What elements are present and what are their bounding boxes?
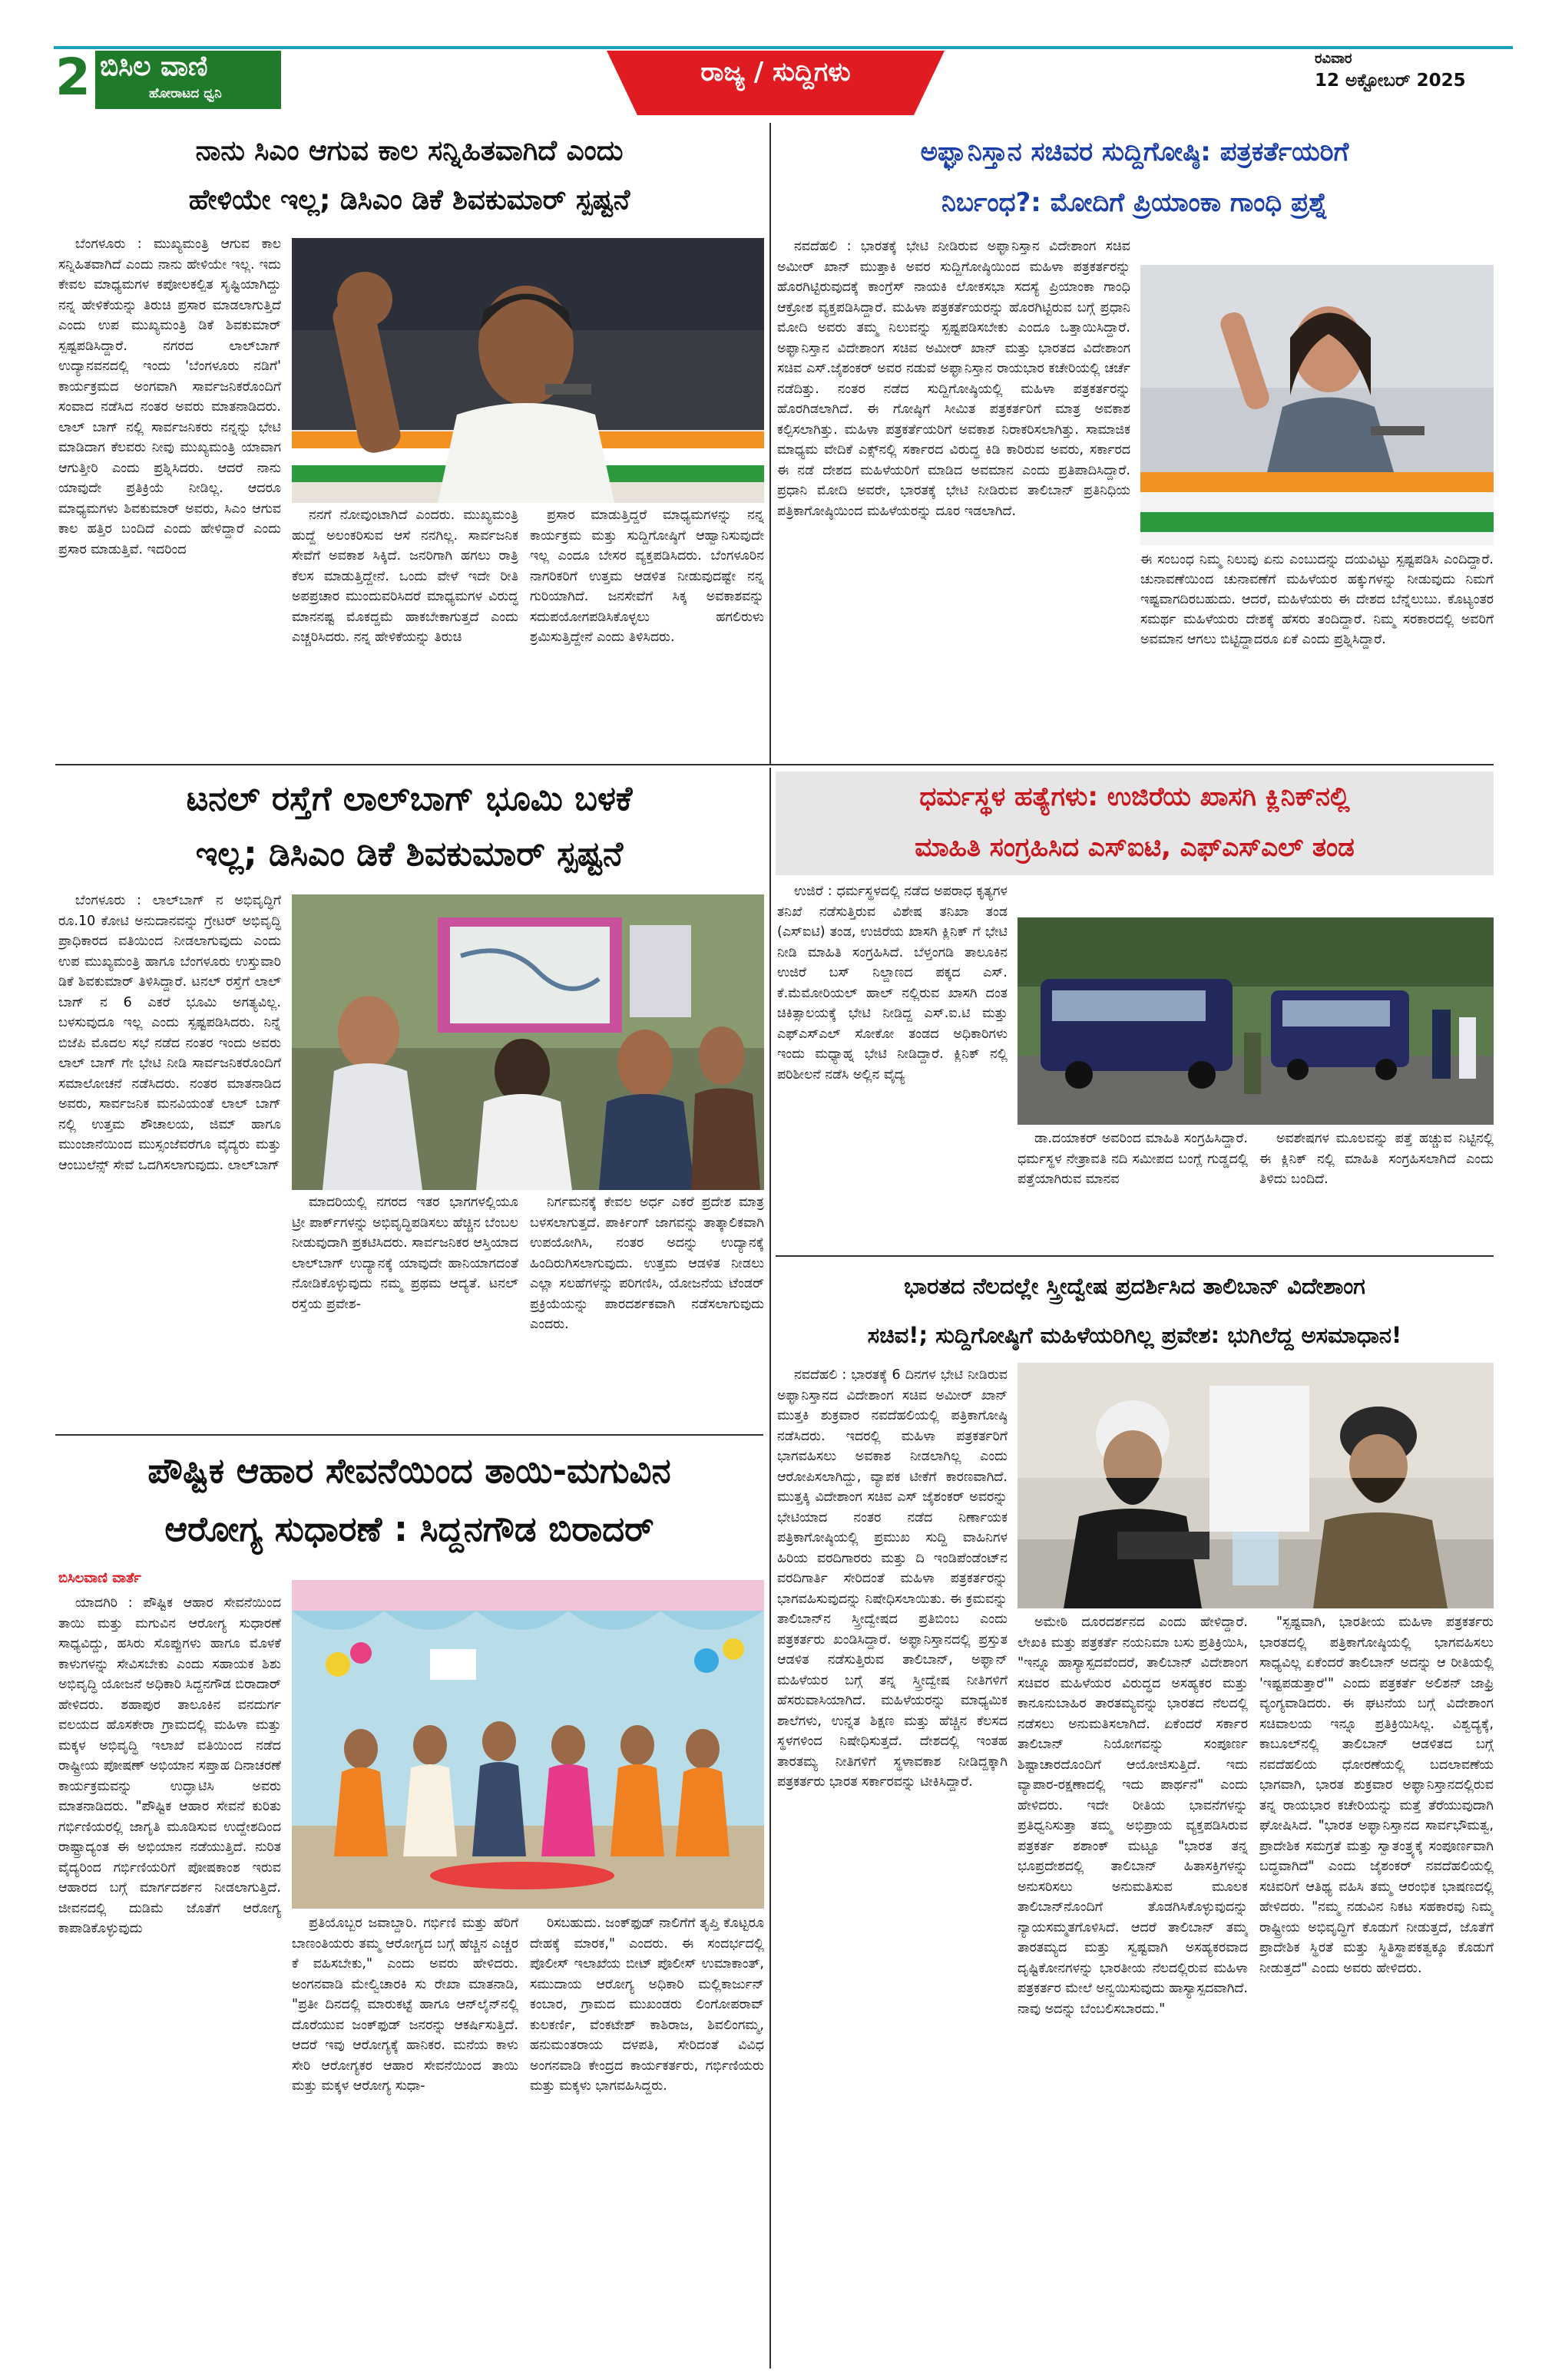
photo-lalbagh-map-inspection [292,894,764,1190]
masthead [0,0,1542,115]
headline-line: ಸಚಿವ!; ಸುದ್ದಿಗೋಷ್ಠಿಗೆ ಮಹಿಳೆಯರಿಗಿಲ್ಲ ಪ್ರವೇಶ: ಭುಗಿಲೆದ್ದ ಅಸಮಾಧಾನ! [867,1322,1402,1348]
photo-illustration [292,1580,764,1909]
article-3-col-3 [530,1192,764,1428]
photo-poshan-abhiyan-event [292,1580,764,1909]
article-text: ಡಾ.ದಯಾಕರ್ ಅವರಿಂದ ಮಾಹಿತಿ ಸಂಗ್ರಹಿಸಿದ್ದಾರೆ. ಧರ್ಮಸ್ಥಳ ನೇತ್ರಾವತಿ ನದಿ ಸಮೀಪದ ಬಂಗ್ಲೆ ಗುಡ್ಡದಲ್ಲಿ ಪತ್ತೆಯಾಗಿರುವ ಮಾನವ [1018,1131,1248,1187]
article-text: ನವದೆಹಲಿ : ಭಾರತಕ್ಕೆ 6 ದಿನಗಳ ಭೇಟಿ ನೀಡಿರುವ ಅಫ್ಘಾನಿಸ್ತಾನದ ವಿದೇಶಾಂಗ ಸಚಿವ ಅಮೀರ್ ಖಾನ್ ಮುತ್ತಕಿ ಶುಕ್ರವಾರ ನವದೆಹಲಿಯಲ್ಲಿ ಪತ್ರಿಕಾಗೋಷ್ಠಿ ನಡೆಸಿದರು. ಇದರಲ್ಲಿ ಮಹಿಳಾ ಪತ್ರಕರ್ತರಿಗೆ ಭಾಗವಹಿಸಲು ಅವಕಾಶ ನೀಡಲಾಗಿಲ್ಲ ಎಂದು ಆರೋಪಿಸಲಾಗಿದ್ದು, ವ್ಯಾಪಕ ಟೀಕೆಗೆ ಕಾರಣವಾಗಿದೆ. ಮುತ್ತಕ್ಕಿ ವಿದೇಶಾಂಗ ಸಚಿವ ಎಸ್ ಜೈಶಂಕರ್ ಅವರನ್ನು ಭೇಟಿಯಾದ ನಂತರ ನಡೆದ ನಿರ್ಣಾಯಕ ಪತ್ರಿಕಾಗೋಷ್ಠಿಯಲ್ಲಿ ಪ್ರಮುಖ ಸುದ್ದಿ ವಾಹಿನಿಗಳ ಹಿರಿಯ ವರದಿಗಾರರು ಮತ್ತು ದಿ ಇಂಡಿಪೆಂಡೆಂಟ್‌ನ ವರದಿಗಾರ್ತಿ ಸೇರಿದಂತೆ ಮಹಿಳಾ ಪತ್ರಕರ್ತರನ್ನು ಭಾಗವಹಿಸುವುದನ್ನು ನಿಷೇಧಿಸಲಾಯಿತು. ಈ ಕ್ರಮವನ್ನು ತಾಲಿಬಾನ್‌ನ ಸ್ತ್ರೀದ್ವೇಷದ ಪ್ರತಿಬಿಂಬ ಎಂದು ಪತ್ರಕರ್ತರು ಖಂಡಿಸಿದ್ದಾರೆ. ಅಫ್ಘಾನಿಸ್ತಾನದಲ್ಲಿ ಪ್ರಸ್ತುತ ಆಡಳಿತ ನಡೆಸುತ್ತಿರುವ ತಾಲಿಬಾನ್, ಅಫ್ಘಾನ್ ಮಹಿಳೆಯರ ಬಗ್ಗೆ ತನ್ನ ಸ್ತ್ರೀದ್ವೇಷ ನೀತಿಗಳಿಗೆ ಹೆಸರುವಾಸಿಯಾಗಿದೆ. ಮಹಿಳೆಯರನ್ನು ಮಾಧ್ಯಮಿಕ ಶಾಲೆಗಳು, ಉನ್ನತ ಶಿಕ್ಷಣ ಮತ್ತು ಹೆಚ್ಚಿನ ಕೆಲಸದ ಸ್ಥಳಗಳಿಂದ ನಿಷೇಧಿಸುತ್ತದೆ. ದೇಶದಲ್ಲಿ ಇಂತಹ ತಾರತಮ್ಯ ನೀತಿಗಳಿಗೆ ಸ್ಥಳಾವಕಾಶ ನೀಡಿದ್ದಕ್ಕಾಗಿ ಪತ್ರಕರ್ತರು ಭಾರತ ಸರ್ಕಾರವನ್ನು ಟೀಕಿಸಿದ್ದಾರೆ. [777,1367,1008,1790]
issue-date: 12 ಅಕ್ಟೋಬರ್ 2025 [1315,71,1466,91]
photo-dk-shivakumar-speech [292,238,764,503]
article-text: "ಸ್ಪಷ್ಟವಾಗಿ, ಭಾರತೀಯ ಮಹಿಳಾ ಪತ್ರಕರ್ತರು ಭಾರತದಲ್ಲಿ ಪತ್ರಿಕಾಗೋಷ್ಠಿಯಲ್ಲಿ ಭಾಗವಹಿಸಲು ಸಾಧ್ಯವಿಲ್ಲ ಏಕೆಂದರೆ ತಾಲಿಬಾನ್ ಅದನ್ನು ಆ ರೀತಿಯಲ್ಲಿ 'ಇಷ್ಟಪಡುತ್ತಾರೆ'" ಎಂದು ಪತ್ರಕರ್ತೆ ಅಲಿಶನ್ ಜಾಫ್ರಿ ವ್ಯಂಗ್ಯವಾಡಿದರು. ಈ ಘಟನೆಯ ಬಗ್ಗೆ ವಿದೇಶಾಂಗ ಸಚಿವಾಲಯ ಇನ್ನೂ ಪ್ರತಿಕ್ರಿಯಿಸಿಲ್ಲ. ವಿಶ್ವದ್ಯಕ್ಕೆ, ಕಾಬೂಲ್‌ನಲ್ಲಿ ತಾಲಿಬಾನ್ ಆಡಳಿತದ ಬಗ್ಗೆ ನವದೆಹಲಿಯ ಧೋರಣೆಯಲ್ಲಿ ಬದಲಾವಣೆಯ ಭಾಗವಾಗಿ, ಭಾರತ ಶುಕ್ರವಾರ ಅಫ್ಘಾನಿಸ್ತಾನದಲ್ಲಿರುವ ತನ್ನ ರಾಯಭಾರ ಕಚೇರಿಯನ್ನು ಮತ್ತೆ ತೆರೆಯುವುದಾಗಿ ಘೋಷಿಸಿದೆ. "ಭಾರತ ಅಫ್ಘಾನಿಸ್ತಾನದ ಸಾರ್ವಭೌಮತ್ವ, ಪ್ರಾದೇಶಿಕ ಸಮಗ್ರತೆ ಮತ್ತು ಸ್ವಾತಂತ್ರ್ಯಕ್ಕೆ ಸಂಪೂರ್ಣವಾಗಿ ಬದ್ಧವಾಗಿದೆ" ಎಂದು ಜೈಶಂಕರ್ ನವದೆಹಲಿಯಲ್ಲಿ ಸಚಿವರಿಗೆ ಆತಿಥ್ಯ ವಹಿಸಿ ತಮ್ಮ ಆರಂಭಿಕ ಭಾಷಣದಲ್ಲಿ ಹೇಳಿದರು. "ನಮ್ಮ ನಡುವಿನ ನಿಕಟ ಸಹಕಾರವು ನಿಮ್ಮ ರಾಷ್ಟ್ರೀಯ ಅಭಿವೃದ್ಧಿಗೆ ಕೊಡುಗೆ ನೀಡುತ್ತದೆ, ಜೊತೆಗೆ ಪ್ರಾದೇಶಿಕ ಸ್ಥಿರತೆ ಮತ್ತು ಸ್ಥಿತಿಸ್ಥಾಪಕತ್ವಕ್ಕೂ ಕೊಡುಗೆ ನೀಡುತ್ತದೆ" ಎಂದು ಅವರು ಹೇಳಿದರು. [1259,1615,1494,1976]
article-3-col-1 [58,891,281,1428]
headline-line: ನಾನು ಸಿಎಂ ಆಗುವ ಕಾಲ ಸನ್ನಿಹಿತವಾಗಿದೆ ಎಂದು [195,135,624,167]
headline-line: ಭಾರತದ ನೆಲದಲ್ಲೇ ಸ್ತ್ರೀದ್ವೇಷ ಪ್ರದರ್ಶಿಸಿದ ತಾಲಿಬಾನ್ ವಿದೇಶಾಂಗ [904,1273,1365,1299]
photo-illustration [292,238,764,503]
paper-tagline: ಹೋರಾಟದ ಧ್ವನಿ [149,86,222,101]
article-2-headline [776,127,1494,234]
article-text: ಈ ಸಂಬಂಧ ನಿಮ್ಮ ನಿಲುವು ಏನು ಎಂಬುದನ್ನು ದಯವಿಟ್ಟು ಸ್ಪಷ್ಟಪಡಿಸಿ ಎಂದಿದ್ದಾರೆ. ಚುನಾವಣೆಯಿಂದ ಚುನಾವಣೆಗೆ ಮಹಿಳೆಯರ ಹಕ್ಕುಗಳನ್ನು ನೀಡುವುದು ನಿಮಗೆ ಇಷ್ಟವಾಗದಿರಬಹುದು. ಆದರೆ, ಮಹಿಳೆಯರು ಈ ದೇಶದ ಬೆನ್ನೆಲುಬು. ಕೊಟ್ಯಂತರ ಸಮರ್ಥ ಮಹಿಳೆಯರು ದೇಶಕ್ಕೆ ಹೆಸರು ತಂದಿದ್ದಾರೆ. ನಿಮ್ಮ ಸರಕಾರದಲ್ಲಿ ಅವರಿಗೆ ಅವಮಾನ ಆಗಲು ಬಿಟ್ಟಿದ್ದಾದರೂ ಏಕೆ ಎಂದು ಪ್ರಶ್ನಿಸಿದ್ದಾರೆ. [1140,552,1494,647]
article-1-col-1 [58,234,281,756]
article-text: ಮಾದರಿಯಲ್ಲಿ ನಗರದ ಇತರ ಭಾಗಗಳಲ್ಲಿಯೂ ಟ್ರೀ ಪಾರ್ಕ್‌ಗಳನ್ನು ಅಭಿವೃದ್ಧಿಪಡಿಸಲು ಹೆಚ್ಚಿನ ಬೆಂಬಲ ನೀಡುವುದಾಗಿ ಪ್ರಕಟಿಸಿದರು. ಸಾರ್ವಜನಿಕರ ಆಸ್ತಿಯಾದ ಲಾಲ್‌ಬಾಗ್ ಉದ್ಯಾನಕ್ಕೆ ಯಾವುದೇ ಹಾನಿಯಾಗದಂತೆ ನೋಡಿಕೊಳ್ಳುವುದು ನಮ್ಮ ಪ್ರಥಮ ಆದ್ಯತೆ. ಟನಲ್ ರಸ್ತೆಯ ಪ್ರವೇಶ- [292,1195,518,1312]
article-text: ನನಗೆ ನೋವುಂಟಾಗಿದೆ ಎಂದರು. ಮುಖ್ಯಮಂತ್ರಿ ಹುದ್ದೆ ಅಲಂಕರಿಸುವ ಆಸೆ ನನಗಿಲ್ಲ. ಸಾರ್ವಜನಿಕ ಸೇವೆಗೆ ಅವಕಾಶ ಸಿಕ್ಕಿದೆ. ಜನರಿಗಾಗಿ ಹಗಲು ರಾತ್ರಿ ಕೆಲಸ ಮಾಡುತ್ತಿದ್ದೇನೆ. ಒಂದು ವೇಳೆ ಇದೇ ರೀತಿ ಅಪಪ್ರಚಾರ ಮುಂದುವರಿಸಿದರೆ ಮಾಧ್ಯಮಗಳ ವಿರುದ್ಧ ಮಾನನಷ್ಟ ಮೊಕದ್ದಮೆ ಹಾಕಬೇಕಾಗುತ್ತದೆ ಎಂದು ಎಚ್ಚರಿಸಿದರು. ನನ್ನ ಹೇಳಿಕೆಯನ್ನು ತಿರುಚಿ [292,507,518,645]
section-divider [55,764,1494,765]
page-number: 2 [55,48,91,107]
article-text: ಪ್ರತಿಯೊಬ್ಬರ ಜವಾಬ್ದಾರಿ. ಗರ್ಭಿಣಿ ಮತ್ತು ಹೆರಿಗೆ ಬಾಣಂತಿಯರು ತಮ್ಮ ಆರೋಗ್ಯದ ಬಗ್ಗೆ ಹೆಚ್ಚಿನ ಎಚ್ಚರ ಕೆ ವಹಿಸಬೇಕು," ಎಂದು ಅವರು ಹೇಳಿದರು. ಅಂಗನವಾಡಿ ಮೇಲ್ವಿಚಾರಕಿ ಸು ರೇಖಾ ಮಾತನಾಡಿ, "ಪ್ರತೀ ದಿನದಲ್ಲಿ ಮಾರುಕಟ್ಟೆ ಹಾಗೂ ಆನ್‌ಲೈನ್‌ನಲ್ಲಿ ದೊರೆಯುವ ಜಂಕ್‌ಫುಡ್ ಜನರನ್ನು ಆಕರ್ಷಿಸುತ್ತಿದೆ. ಆದರೆ ಇವು ಆರೋಗ್ಯಕ್ಕೆ ಹಾನಿಕರ. ಮನೆಯ ಕಾಳು ಸೇರಿ ಆರೋಗ್ಯಕರ ಆಹಾರ ಸೇವನೆಯಿಂದ ತಾಯಿ ಮತ್ತು ಮಕ್ಕಳ ಆರೋಗ್ಯ ಸುಧಾ- [292,1916,518,2094]
article-text: ರಿಸಬಹುದು. ಜಂಕ್‌ಫುಡ್ ನಾಲಿಗೆಗೆ ತೃಪ್ತಿ ಕೊಟ್ಟರೂ ದೇಹಕ್ಕೆ ಮಾರಕ," ಎಂದರು. ಈ ಸಂದರ್ಭದಲ್ಲಿ ಪೊಲೀಸ್ ಇಲಾಖೆಯ ಬೀಟ್ ಪೊಲೀಸ್ ಉಮಾಕಾಂತ್, ಸಮುದಾಯ ಆರೋಗ್ಯ ಅಧಿಕಾರಿ ಮಲ್ಲಿಕಾರ್ಜುನ್ ಕಂಬಾರ, ಗ್ರಾಮದ ಮುಖಂಡರು ಲಿಂಗೋಪರಾವ್ ಕುಲಕರ್ಣಿ, ವೆಂಕಟೇಶ್ ಕಾಶಿರಾಜ, ಶಿವಲಿಂಗಮ್ಮ, ಹನುಮಂತರಾಯ ದಳಪತಿ, ಸೇರಿದಂತೆ ವಿವಿಧ ಅಂಗನವಾಡಿ ಕೇಂದ್ರದ ಕಾರ್ಯಕರ್ತರು, ಗರ್ಭಿಣಿಯರು ಮತ್ತು ಮಕ್ಕಳು ಭಾಗವಹಿಸಿದ್ದರು. [530,1916,764,2094]
article-text: ಬೆಂಗಳೂರು : ಮುಖ್ಯಮಂತ್ರಿ ಆಗುವ ಕಾಲ ಸನ್ನಿಹಿತವಾಗಿದೆ ಎಂದು ನಾನು ಹೇಳಿಯೇ ಇಲ್ಲ. ಇದು ಕೇವಲ ಮಾಧ್ಯಮಗಳ ಕಪೋಲಕಲ್ಪಿತ ಸೃಷ್ಟಿಯಾಗಿದ್ದು ನನ್ನ ಹೇಳಿಕೆಯನ್ನು ತಿರುಚಿ ಪ್ರಸಾರ ಮಾಡಲಾಗುತ್ತಿದೆ ಎಂದು ಉಪ ಮುಖ್ಯಮಂತ್ರಿ ಡಿಕೆ ಶಿವಕುಮಾರ್ ಸ್ಪಷ್ಟಪಡಿಸಿದ್ದಾರೆ. ನಗರದ ಲಾಲ್‌ಬಾಗ್ ಉದ್ಯಾನವನದಲ್ಲಿ ಇಂದು 'ಬೆಂಗಳೂರು ನಡಿಗೆ' ಕಾರ್ಯಕ್ರಮದ ಅಂಗವಾಗಿ ಸಾರ್ವಜನಿಕರೊಂದಿಗೆ ಸಂವಾದ ನಡೆಸಿದ ನಂತರ ಅವರು ಮಾತನಾಡಿದರು. ಲಾಲ್ ಬಾಗ್ ನಲ್ಲಿ ಸಾರ್ವಜನಿಕರು ನನ್ನನ್ನು ಭೇಟಿ ಮಾಡಿದಾಗ ಕೆಲವರು ನೀವು ಮುಖ್ಯಮಂತ್ರಿ ಯಾವಾಗ ಆಗುತ್ತೀರಿ ಎಂದು ಪ್ರಶ್ನಿಸಿದರು. ಆದರೆ ನಾನು ಯಾವುದೇ ಪ್ರತಿಕ್ರಿಯೆ ನೀಡಿಲ್ಲ. ಆದರೂ ಮಾಧ್ಯಮಗಳು ಶಿವಕುಮಾರ್ ಅವರು, ಸಿಎಂ ಆಗುವ ಕಾಲ ಹತ್ತಿರ ಬಂದಿದೆ ಎಂದು ಹೇಳಿದ್ದಾರೆ ಎಂದು ಪ್ರಸಾರ ಮಾಡುತ್ತಿವೆ. ಇದರಿಂದ [58,236,281,557]
article-3-headline [55,772,763,887]
photo-priyanka-gandhi [1140,265,1494,545]
headline-line: ಟನಲ್ ರಸ್ತೆಗೆ ಲಾಲ್‌ಬಾಗ್ ಭೂಮಿ ಬಳಕೆ [186,779,633,818]
issue-day: ರವಿವಾರ [1315,51,1352,67]
article-5-headline [776,1261,1494,1361]
photo-taliban-minister-press [1018,1363,1494,1608]
article-text: ಅಮೇಠಿ ದೂರದರ್ಶನದ ಎಂದು ಹೇಳಿದ್ದಾರೆ. ಲೇಖಕಿ ಮತ್ತು ಪತ್ರಕರ್ತೆ ನಯನಿಮಾ ಬಸು ಪ್ರತಿಕ್ರಿಯಿಸಿ, "ಇನ್ನೂ ಹಾಸ್ಯಾಸ್ಪದವೆಂದರೆ, ತಾಲಿಬಾನ್ ವಿದೇಶಾಂಗ ಸಚಿವರ ಮಹಿಳೆಯರ ವಿರುದ್ಧದ ಅಸಹ್ಯಕರ ಮತ್ತು ಕಾನೂನುಬಾಹಿರ ತಾರತಮ್ಯವನ್ನು ಭಾರತದ ನೆಲದಲ್ಲಿ ನಡೆಸಲು ಅನುಮತಿಸಲಾಗಿದೆ. ಏಕೆಂದರೆ ಸರ್ಕಾರ ತಾಲಿಬಾನ್ ನಿಯೋಗವನ್ನು ಸಂಪೂರ್ಣ ಶಿಷ್ಟಾಚಾರದೊಂದಿಗೆ ಆಯೋಜಿಸುತ್ತಿದೆ. ಇದು ವ್ಯಾಪಾರ-ರಕ್ಷಣಾದಲ್ಲಿ ಇದು ಪಾರ್ಥನೆ" ಎಂದು ಹೇಳಿದರು. ಇದೇ ರೀತಿಯ ಭಾವನೆಗಳನ್ನು ಪ್ರತಿಧ್ವನಿಸುತ್ತಾ ತಮ್ಮ ಅಭಿಪ್ರಾಯ ವ್ಯಕ್ತಪಡಿಸಿರುವ ಪತ್ರಕರ್ತ ಶಶಾಂಕ್ ಮಟ್ಟೂ "ಭಾರತ ತನ್ನ ಭೂಪ್ರದೇಶದಲ್ಲಿ ತಾಲಿಬಾನ್ ಹಿತಾಸಕ್ತಿಗಳನ್ನು ಅನುಸರಿಸಲು ಅನುಮತಿಸುವ ಮೂಲಕ ತಾಲಿಬಾನ್‌ನೊಂದಿಗೆ ತೊಡಗಿಸಿಕೊಳ್ಳುವುದನ್ನು ನ್ಯಾಯಸಮ್ಮತಗೊಳಿಸಿದೆ. ಆದರೆ ತಾಲಿಬಾನ್ ತಮ್ಮ ತಾರತಮ್ಯದ ಮತ್ತು ಸ್ವಷ್ಟವಾಗಿ ಅಸಹ್ಯಕರವಾದ ದೃಷ್ಟಿಕೋನಗಳನ್ನು ಭಾರತೀಯ ನೆಲದಲ್ಲಿರುವ ಮಹಿಳಾ ಪತ್ರಕರ್ತರ ಮೇಲೆ ಅನ್ವಯಿಸುವುದು ಹಾಸ್ಯಾಸ್ಪದವಾಗಿದೆ. ನಾವು ಅದನ್ನು ಬೆಂಬಲಿಸಬಾರದು." [1018,1615,1248,2017]
article-4-col-1 [777,881,1008,1250]
article-5-col-2 [1018,1612,1248,2367]
article-text: ಪ್ರಸಾರ ಮಾಡುತ್ತಿದ್ದರೆ ಮಾಧ್ಯಮಗಳನ್ನು ನನ್ನ ಕಾರ್ಯಕ್ರಮ ಮತ್ತು ಸುದ್ದಿಗೋಷ್ಠಿಗೆ ಆಹ್ವಾನಿಸುವುದೇ ಇಲ್ಲ ಎಂದೂ ಬೇಸರ ವ್ಯಕ್ತಪಡಿಸಿದರು. ಬೆಂಗಳೂರಿನ ನಾಗರಿಕರಿಗೆ ಉತ್ತಮ ಆಡಳಿತ ನೀಡುವುದಷ್ಟೇ ನನ್ನ ಗುರಿಯಾಗಿದೆ. ಜನಸೇವೆಗೆ ಸಿಕ್ಕ ಅವಕಾಶವನ್ನು ಸದುಪಯೋಗಪಡಿಸಿಕೊಳ್ಳಲು ಹಗಲಿರುಳು ಶ್ರಮಿಸುತ್ತಿದ್ದೇನೆ ಎಂದು ತಿಳಿಸಿದರು. [530,507,764,645]
section-banner [607,51,945,115]
photo-illustration [292,894,764,1190]
section-title: ರಾಜ್ಯ / ಸುದ್ದಿಗಳು [700,57,851,88]
column-divider [769,768,771,2368]
article-6-col-3 [530,1913,764,2367]
article-1-headline [55,127,763,230]
article-4-col-3 [1259,1129,1494,1251]
section-divider [776,1255,1494,1257]
section-divider [55,1434,763,1436]
paper-name-box [95,51,281,109]
article-5-col-1 [777,1365,1008,2367]
article-6-col-2 [292,1913,518,2367]
headline-line: ಧರ್ಮಸ್ಥಳ ಹತ್ಯೆಗಳು: ಉಜಿರೆಯ ಖಾಸಗಿ ಕ್ಲಿನಿಕ್‌ನಲ್ಲಿ [919,782,1350,812]
article-text: ನಿರ್ಗಮನಕ್ಕೆ ಕೇವಲ ಅರ್ಧ ಎಕರೆ ಪ್ರದೇಶ ಮಾತ್ರ ಬಳಸಲಾಗುತ್ತದೆ. ಪಾರ್ಕಿಂಗ್ ಜಾಗವನ್ನು ತಾತ್ಕಾಲಿಕವಾಗಿ ಉಪಯೋಗಿಸಿ, ನಂತರ ಅದನ್ನು ಉದ್ಯಾನಕ್ಕೆ ಹಿಂದಿರುಗಿಸಲಾಗುವುದು. ಉತ್ತಮ ಆಡಳಿತ ನೀಡಲು ಎಲ್ಲಾ ಸಲಹೆಗಳನ್ನು ಪರಿಗಣಿಸಿ, ಯೋಜನೆಯ ಟೆಂಡರ್ ಪ್ರಕ್ರಿಯೆಯನ್ನು ಪಾರದರ್ಶಕವಾಗಿ ನಡೆಸಲಾಗುವುದು ಎಂದರು. [530,1195,764,1332]
article-text: ಬೆಂಗಳೂರು : ಲಾಲ್‌ಬಾಗ್ ನ ಅಭಿವೃದ್ಧಿಗೆ ರೂ.10 ಕೋಟಿ ಅನುದಾನವನ್ನು ಗ್ರೇಟರ್ ಅಭಿವೃದ್ಧಿ ಪ್ರಾಧಿಕಾರದ ವತಿಯಿಂದ ನೀಡಲಾಗುವುದು ಎಂದು ಉಪ ಮುಖ್ಯಮಂತ್ರಿ ಹಾಗೂ ಬೆಂಗಳೂರು ಉಸ್ತುವಾರಿ ಡಿಕೆ ಶಿವಕುಮಾರ್ ತಿಳಿಸಿದ್ದಾರೆ. ಟನಲ್ ರಸ್ತೆಗೆ ಲಾಲ್ ಬಾಗ್ ನ 6 ಎಕರೆ ಭೂಮಿ ಅಗತ್ಯವಿಲ್ಲ. ಬಳಸುವುದೂ ಇಲ್ಲ ಎಂದು ಸ್ಪಷ್ಟಪಡಿಸಿದರು. ನಿನ್ನೆ ಬಿಜೆಪಿ ಮೊದಲ ಸಭೆ ನಡೆದ ನಂತರ ಇಂದು ಅವರು ಲಾಲ್ ಬಾಗ್ ಗೇ ಭೇಟಿ ನೀಡಿ ಸಾರ್ವಜನಿಕರೊಂದಿಗೆ ಸಮಾಲೋಚನೆ ನಡೆಸಿದರು. ನಂತರ ಮಾತನಾಡಿದ ಅವರು, ಸಾರ್ವಜನಿಕ ಮನವಿಯಂತೆ ಲಾಲ್ ಬಾಗ್ ನಲ್ಲಿ ಉತ್ತಮ ಶೌಚಾಲಯ, ಜಿಮ್ ಹಾಗೂ ಮುಂಜಾನೆಯಿಂದ ಮುಸ್ಸಂಜೆವರೆಗೂ ವೈದ್ಯರು ಮತ್ತು ಆಂಬುಲೆನ್ಸ್ ಸೇವೆ ಒದಗಿಸಲಾಗುವುದು. ಲಾಲ್‌ಬಾಗ್ [58,893,281,1173]
article-text: ಯಾದಗಿರಿ : ಪೌಷ್ಟಿಕ ಆಹಾರ ಸೇವನೆಯಿಂದ ತಾಯಿ ಮತ್ತು ಮಗುವಿನ ಆರೋಗ್ಯ ಸುಧಾರಣೆ ಸಾಧ್ಯವಿದ್ದು, ಹಸಿರು ಸೊಪ್ಪುಗಳು ಹಾಗೂ ಮೊಳಕೆ ಕಾಳುಗಳನ್ನು ಸೇವಿಸಬೇಕು ಎಂದು ಸಹಾಯಕ ಶಿಶು ಅಭಿವೃದ್ಧಿ ಯೋಜನೆ ಅಧಿಕಾರಿ ಸಿದ್ದನಗೌಡ ಬಿರಾದಾರ್ ಹೇಳಿದರು. ಶಹಾಪುರ ತಾಲೂಕಿನ ವನದುರ್ಗ ವಲಯದ ಹೊಸಕೇರಾ ಗ್ರಾಮದಲ್ಲಿ ಮಹಿಳಾ ಮತ್ತು ಮಕ್ಕಳ ಅಭಿವೃದ್ಧಿ ಇಲಾಖೆ ವತಿಯಿಂದ ನಡೆದ ರಾಷ್ಟ್ರೀಯ ಪೋಷಣ್ ಅಭಿಯಾನ ಸಪ್ತಾಹ ದಿನಾಚರಣೆ ಕಾರ್ಯಕ್ರಮವನ್ನು ಉದ್ಘಾಟಿಸಿ ಅವರು ಮಾತನಾಡಿದರು. "ಪೌಷ್ಟಿಕ ಆಹಾರ ಸೇವನೆ ಕುರಿತು ಗರ್ಭಿಣಿಯರಲ್ಲಿ ಜಾಗೃತಿ ಮೂಡಿಸುವ ಉದ್ದೇಶದಿಂದ ರಾಷ್ಟ್ರಾದ್ಯಂತ ಈ ಅಭಿಯಾನ ನಡೆಯುತ್ತಿದೆ. ನುರಿತ ವೈದ್ಯರಿಂದ ಗರ್ಭಿಣಿಯರಿಗೆ ಪೋಷಕಾಂಶ ಇರುವ ಆಹಾರದ ಬಗ್ಗೆ ಮಾರ್ಗದರ್ಶನ ನೀಡಲಾಗುತ್ತಿದೆ. ಜೀವನದಲ್ಲಿ ದುಡಿಮೆ ಜೊತೆಗೆ ಆರೋಗ್ಯ ಕಾಪಾಡಿಕೊಳ್ಳುವುದು [58,1595,281,1936]
column-divider [769,123,771,764]
photo-sit-police-vans [1018,917,1494,1125]
article-text: ಅವಶೇಷಗಳ ಮೂಲವನ್ನು ಪತ್ತೆ ಹಚ್ಚುವ ನಿಟ್ಟಿನಲ್ಲಿ ಈ ಕ್ಲಿನಿಕ್ ನಲ್ಲಿ ಮಾಹಿತಿ ಸಂಗ್ರಹಿಸಲಾಗಿದೆ ಎಂದು ತಿಳಿದು ಬಂದಿದೆ. [1259,1131,1494,1187]
photo-illustration [1018,1363,1494,1608]
photo-illustration [1018,917,1494,1125]
article-4-headline-box [776,772,1494,875]
article-2-col-1 [777,236,1130,759]
photo-illustration [1140,265,1494,545]
article-6-headline [55,1442,763,1565]
headline-line: ಮಾಹಿತಿ ಸಂಗ್ರಹಿಸಿದ ಎಸ್‌ಐಟಿ, ಎಫ್‌ಎಸ್‌ಎಲ್ ತಂಡ [915,832,1355,863]
article-text: ಉಜಿರೆ : ಧರ್ಮಸ್ಥಳದಲ್ಲಿ ನಡೆದ ಅಪರಾಧ ಕೃತ್ಯಗಳ ತನಿಖೆ ನಡೆಸುತ್ತಿರುವ ವಿಶೇಷ ತನಿಖಾ ತಂಡ (ಎಸ್‌ಐಟಿ) ತಂಡ, ಉಜಿರೆಯ ಖಾಸಗಿ ಕ್ಲಿನಿಕ್ ಗೆ ಭೇಟಿ ನೀಡಿ ಮಾಹಿತಿ ಸಂಗ್ರಹಿಸಿದೆ. ಬೆಳ್ತಂಗಡಿ ತಾಲೂಕಿನ ಉಜಿರೆ ಬಸ್ ನಿಲ್ದಾಣದ ಪಕ್ಕದ ಎಸ್. ಕೆ.ಮೆಮೋರಿಯಲ್ ಹಾಲ್ ನಲ್ಲಿರುವ ಖಾಸಗಿ ದಂತ ಚಿಕಿತ್ಸಾಲಯಕ್ಕೆ ಭೇಟಿ ನೀಡಿದ್ದ ಎಸ್.ಐ.ಟಿ ಮತ್ತು ಎಫ್‌ಎಸ್‌ಎಲ್ ಸೋಕೋ ತಂಡದ ಅಧಿಕಾರಿಗಳು ಇಂದು ಮಧ್ಯಾಹ್ನ ಭೇಟಿ ನೀಡಿದ್ದಾರೆ. ಕ್ಲಿನಿಕ್ ನಲ್ಲಿ ಪರಿಶೀಲನೆ ನಡೆಸಿ ಅಲ್ಲಿನ ವೈದ್ಯ [777,884,1008,1083]
paper-name: ಬಿಸಿಲ ವಾಣಿ [100,51,208,82]
article-4-col-2 [1018,1129,1248,1251]
article-5-col-3 [1259,1612,1494,2367]
article-2-continuation [1140,550,1494,759]
byline: ಬಿಸಿಲವಾಣಿ ವಾರ್ತೆ [58,1570,141,1586]
article-6-col-1 [58,1593,281,2367]
headline-line: ಇಲ್ಲ; ಡಿಸಿಎಂ ಡಿಕೆ ಶಿವಕುಮಾರ್ ಸ್ಪಷ್ಟನೆ [195,835,624,874]
masthead-teal-rule [54,46,1513,49]
article-text: ನವದೆಹಲಿ : ಭಾರತಕ್ಕೆ ಭೇಟಿ ನೀಡಿರುವ ಅಫ್ಘಾನಿಸ್ತಾನ ವಿದೇಶಾಂಗ ಸಚಿವ ಅಮೀರ್ ಖಾನ್ ಮುತ್ತಾಕಿ ಅವರ ಸುದ್ದಿಗೋಷ್ಠಿಯಿಂದ ಮಹಿಳಾ ಪತ್ರಕರ್ತರನ್ನು ಹೊರಗಿಟ್ಟಿರುವುದಕ್ಕೆ ಕಾಂಗ್ರೆಸ್ ನಾಯಕಿ ಲೋಕಸಭಾ ಸದಸ್ಯೆ ಪ್ರಿಯಾಂಕಾ ಗಾಂಧಿ ಆಕ್ರೋಶ ವ್ಯಕ್ತಪಡಿಸಿದ್ದಾರೆ. ಮಹಿಳಾ ಪತ್ರಕರ್ತೆಯರನ್ನು ಹೊರಗಿಟ್ಟಿರುವ ಬಗ್ಗೆ ಪ್ರಧಾನಿ ಮೋದಿ ಅವರು ತಮ್ಮ ನಿಲುವನ್ನು ಸ್ಪಷ್ಟಪಡಿಸಬೇಕು ಎಂದೂ ಒತ್ತಾಯಿಸಿದ್ದಾರೆ. ಅಫ್ಘಾನಿಸ್ತಾನ ವಿದೇಶಾಂಗ ಸಚಿವ ಅಮೀರ್ ಖಾನ್ ಮತ್ತು ಭಾರತದ ವಿದೇಶಾಂಗ ಸಚಿವ ಎಸ್.ಜೈಶಂಕರ್ ಅವರ ನಡುವೆ ಅಫ್ಘಾನಿಸ್ತಾನ ರಾಯಭಾರ ಕಚೇರಿಯಲ್ಲಿ ಚರ್ಚೆ ನಡೆದಿತ್ತು. ನಂತರ ನಡೆದ ಸುದ್ದಿಗೋಷ್ಠಿಯಲ್ಲಿ ಮಹಿಳಾ ಪತ್ರಕರ್ತರನ್ನು ಹೊರಗಿಡಲಾಗಿದೆ. ಈ ಗೋಷ್ಠಿಗೆ ಸೀಮಿತ ಪತ್ರಕರ್ತರಿಗೆ ಮಾತ್ರ ಅವಕಾಶ ಕಲ್ಪಿಸಲಾಗಿತ್ತು. ಮಹಿಳಾ ಪತ್ರಕರ್ತೆಯರಿಗೆ ಅವಕಾಶ ನಿರಾಕರಿಸಲಾಗಿತ್ತು. ಸಾಮಾಜಿಕ ಮಾಧ್ಯಮ ವೇದಿಕೆ ಎಕ್ಸ್‌ನಲ್ಲಿ ಸರ್ಕಾರದ ವಿರುದ್ಧ ಕಿಡಿ ಕಾರಿರುವ ಅವರು, ಸರ್ಕಾರದ ಈ ನಡೆ ದೇಶದ ಮಹಿಳೆಯರಿಗೆ ಮಾಡಿದ ಅವಮಾನ ಎಂದು ಪ್ರತಿಪಾದಿಸಿದ್ದಾರೆ. ಪ್ರಧಾನಿ ಮೋದಿ ಅವರೇ, ಭಾರತಕ್ಕೆ ಭೇಟಿ ನೀಡಿರುವ ತಾಲಿಬಾನ್ ಪ್ರತಿನಿಧಿಯ ಪತ್ರಿಕಾಗೋಷ್ಠಿಯಿಂದ ಮಹಿಳೆಯರನ್ನು ದೂರ ಇಡಲಾಗಿದೆ. [777,239,1130,519]
article-1-col-2 [292,505,518,756]
article-1-col-3 [530,505,764,756]
headline-line: ಆರೋಗ್ಯ ಸುಧಾರಣೆ : ಸಿದ್ದನಗೌಡ ಬಿರಾದರ್ [164,1509,654,1549]
article-4-headline [776,772,1494,875]
headline-line: ಪೌಷ್ಟಿಕ ಆಹಾರ ಸೇವನೆಯಿಂದ ತಾಯಿ-ಮಗುವಿನ [147,1450,671,1491]
headline-line: ಹೇಳಿಯೇ ಇಲ್ಲ; ಡಿಸಿಎಂ ಡಿಕೆ ಶಿವಕುಮಾರ್ ಸ್ಪಷ್ಟನೆ [188,184,630,216]
headline-line: ನಿರ್ಬಂಧ?: ಮೋದಿಗೆ ಪ್ರಿಯಾಂಕಾ ಗಾಂಧಿ ಪ್ರಶ್ನೆ [941,187,1328,218]
article-3-col-2 [292,1192,518,1428]
headline-line: ಅಫ್ಘಾನಿಸ್ತಾನ ಸಚಿವರ ಸುದ್ದಿಗೋಷ್ಠಿ: ಪತ್ರಕರ್ತೆಯರಿಗೆ [920,137,1349,167]
